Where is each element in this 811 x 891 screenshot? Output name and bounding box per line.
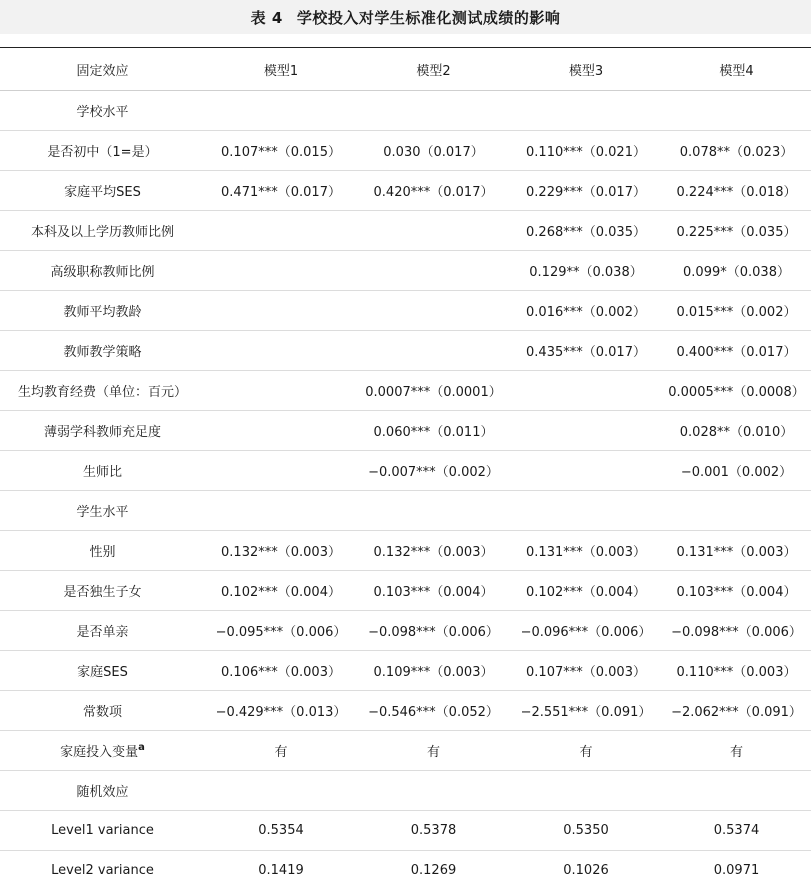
table-row: [0, 251, 811, 291]
cell-model-1: [205, 771, 357, 811]
row-label-text: 薄弱学科教师充足度: [43, 425, 161, 440]
cell-model-4: 0.400***（0.017）: [676, 345, 797, 360]
row-label: [0, 771, 205, 811]
header-model-1: 模型1: [263, 63, 299, 79]
header-model-3: 模型3: [568, 63, 604, 79]
cell-model-4: 0.028**（0.010）: [679, 425, 794, 440]
cell-model-1: −0.429***（0.013）: [215, 705, 347, 720]
row-label: [0, 131, 205, 171]
cell-model-3: [510, 491, 662, 531]
cell-model-2: −0.546***（0.052）: [368, 705, 499, 720]
row-label-text: 是否单亲: [76, 625, 129, 640]
cell-model-1: [205, 91, 357, 131]
table-row: [0, 651, 811, 691]
cell-model-2: 0.132***（0.003）: [373, 545, 494, 560]
cell-model-3: 0.1026: [563, 863, 609, 879]
cell-model-3: 0.229***（0.017）: [526, 185, 646, 200]
table-row: [0, 731, 811, 771]
results-table: [0, 47, 811, 891]
cell-model-3: [510, 771, 662, 811]
cell-model-3: 0.102***（0.004）: [526, 585, 646, 600]
cell-model-2: [357, 331, 510, 371]
cell-model-4: −0.001（0.002）: [680, 465, 793, 480]
cell-model-4: 0.099*（0.038）: [683, 265, 790, 280]
cell-model-3: −2.551***（0.091）: [520, 705, 652, 720]
table-row: [0, 91, 811, 131]
cell-model-4: 有: [729, 745, 743, 760]
row-label: [0, 331, 205, 371]
row-label-text: 是否独生子女: [63, 585, 142, 600]
cell-model-3: 0.268***（0.035）: [526, 225, 646, 240]
cell-model-2: 0.1269: [410, 863, 457, 879]
table-caption: 学校投入对学生标准化测试成绩的影响: [296, 8, 561, 27]
cell-model-1: [205, 251, 357, 291]
row-label: [0, 411, 205, 451]
table-row: [0, 771, 811, 811]
row-label: [0, 91, 205, 131]
row-label: [0, 251, 205, 291]
cell-model-2: [357, 291, 510, 331]
table-title: [0, 0, 811, 34]
table-row: [0, 851, 811, 891]
row-label-text: Level1 variance: [51, 823, 154, 838]
cell-model-2: [357, 491, 510, 531]
cell-model-3: 0.131***（0.003）: [526, 545, 646, 560]
table-row: [0, 371, 811, 411]
cell-model-4: 0.078**（0.023）: [679, 145, 794, 160]
row-label-text: 教师教学策略: [63, 345, 142, 360]
cell-model-3: [510, 451, 662, 491]
cell-model-1: [205, 411, 357, 451]
row-label-text: 性别: [89, 545, 116, 560]
cell-model-4: 0.5374: [713, 823, 760, 838]
table-body: [0, 91, 811, 891]
row-label-text: 学生水平: [76, 505, 129, 520]
cell-model-2: 0.420***（0.017）: [373, 185, 494, 200]
row-label-text: 常数项: [82, 705, 122, 720]
row-label-text: 是否初中（1=是）: [47, 145, 158, 160]
cell-model-1: [205, 451, 357, 491]
row-label-text: 家庭投入变量: [60, 745, 139, 760]
header-fixed-effects: 固定效应: [76, 63, 129, 79]
cell-model-4: [662, 491, 811, 531]
cell-model-3: [510, 411, 662, 451]
row-label: [0, 451, 205, 491]
cell-model-1: −0.095***（0.006）: [215, 625, 347, 640]
cell-model-2: 0.103***（0.004）: [373, 585, 494, 600]
footnote-marker: a: [138, 741, 145, 753]
table-row: [0, 611, 811, 651]
row-label: [0, 171, 205, 211]
cell-model-3: 0.110***（0.021）: [526, 145, 646, 160]
row-label: [0, 371, 205, 411]
header-model-4: 模型4: [719, 63, 754, 79]
header-row: [0, 48, 811, 91]
cell-model-4: 0.110***（0.003）: [676, 665, 797, 680]
row-label-text: 教师平均教龄: [63, 305, 142, 320]
row-label-text: 高级职称教师比例: [50, 265, 155, 280]
cell-model-2: [357, 251, 510, 291]
row-label: [0, 611, 205, 651]
cell-model-1: 0.132***（0.003）: [221, 545, 341, 560]
cell-model-1: 0.471***（0.017）: [221, 185, 341, 200]
cell-model-1: [205, 371, 357, 411]
cell-model-2: 0.060***（0.011）: [373, 425, 494, 440]
cell-model-2: 0.109***（0.003）: [373, 665, 494, 680]
table-row: [0, 811, 811, 851]
cell-model-3: 有: [579, 745, 593, 760]
cell-model-4: 0.224***（0.018）: [676, 185, 797, 200]
table-row: [0, 691, 811, 731]
cell-model-2: [357, 91, 510, 131]
cell-model-4: [662, 91, 811, 131]
cell-model-2: [357, 771, 510, 811]
cell-model-4: 0.0005***（0.0008）: [668, 385, 805, 400]
cell-model-1: [205, 291, 357, 331]
row-label-text: 学校水平: [76, 105, 129, 120]
row-label-text: 生均教育经费（单位：百元）: [17, 385, 187, 400]
cell-model-2: 0.030（0.017）: [383, 145, 484, 160]
cell-model-3: 0.016***（0.002）: [526, 305, 646, 320]
cell-model-1: [205, 331, 357, 371]
cell-model-1: 0.1419: [258, 863, 304, 879]
row-label-text: Level2 variance: [51, 863, 154, 879]
table-row: [0, 451, 811, 491]
cell-model-1: 0.107***（0.015）: [221, 145, 341, 160]
cell-model-4: 0.0971: [713, 863, 760, 879]
row-label: [0, 691, 205, 731]
table-row: [0, 411, 811, 451]
cell-model-2: −0.007***（0.002）: [368, 465, 499, 480]
table-row: [0, 331, 811, 371]
row-label-text: 随机效应: [76, 785, 129, 800]
row-label-text: 本科及以上学历教师比例: [30, 225, 174, 240]
cell-model-3: 0.5350: [563, 823, 609, 838]
cell-model-3: [510, 371, 662, 411]
cell-model-1: 0.106***（0.003）: [221, 665, 341, 680]
cell-model-2: [357, 211, 510, 251]
table-row: [0, 131, 811, 171]
row-label-text: 家庭平均SES: [64, 185, 141, 200]
table-row: [0, 171, 811, 211]
cell-model-1: 有: [274, 745, 288, 760]
cell-model-3: 0.107***（0.003）: [526, 665, 646, 680]
row-label: [0, 531, 205, 571]
cell-model-4: 0.225***（0.035）: [676, 225, 797, 240]
row-label: [0, 651, 205, 691]
cell-model-1: 0.5354: [258, 823, 304, 838]
cell-model-1: [205, 491, 357, 531]
table-row: [0, 571, 811, 611]
header-model-2: 模型2: [416, 63, 451, 79]
row-label: [0, 811, 205, 851]
cell-model-1: [205, 211, 357, 251]
row-label: [0, 851, 205, 891]
table-row: [0, 531, 811, 571]
cell-model-3: 0.435***（0.017）: [526, 345, 646, 360]
row-label: [0, 731, 205, 771]
row-label: [0, 571, 205, 611]
table-row: [0, 211, 811, 251]
table-row: [0, 491, 811, 531]
cell-model-3: −0.096***（0.006）: [520, 625, 652, 640]
table-row: [0, 291, 811, 331]
cell-model-4: −0.098***（0.006）: [671, 625, 802, 640]
cell-model-3: [510, 91, 662, 131]
cell-model-4: 0.103***（0.004）: [676, 585, 797, 600]
cell-model-4: 0.131***（0.003）: [676, 545, 797, 560]
cell-model-4: 0.015***（0.002）: [676, 305, 797, 320]
row-label: [0, 491, 205, 531]
row-label-text: 家庭SES: [77, 665, 128, 680]
table-number: 表 4: [250, 8, 283, 27]
row-label-text: 生师比: [82, 465, 122, 480]
cell-model-1: 0.102***（0.004）: [221, 585, 341, 600]
cell-model-3: 0.129**（0.038）: [529, 265, 643, 280]
cell-model-2: 0.0007***（0.0001）: [365, 385, 502, 400]
cell-model-4: −2.062***（0.091）: [671, 705, 802, 720]
cell-model-2: −0.098***（0.006）: [368, 625, 499, 640]
cell-model-2: 有: [426, 745, 440, 760]
row-label: [0, 211, 205, 251]
cell-model-4: [662, 771, 811, 811]
cell-model-2: 0.5378: [410, 823, 457, 838]
row-label: [0, 291, 205, 331]
